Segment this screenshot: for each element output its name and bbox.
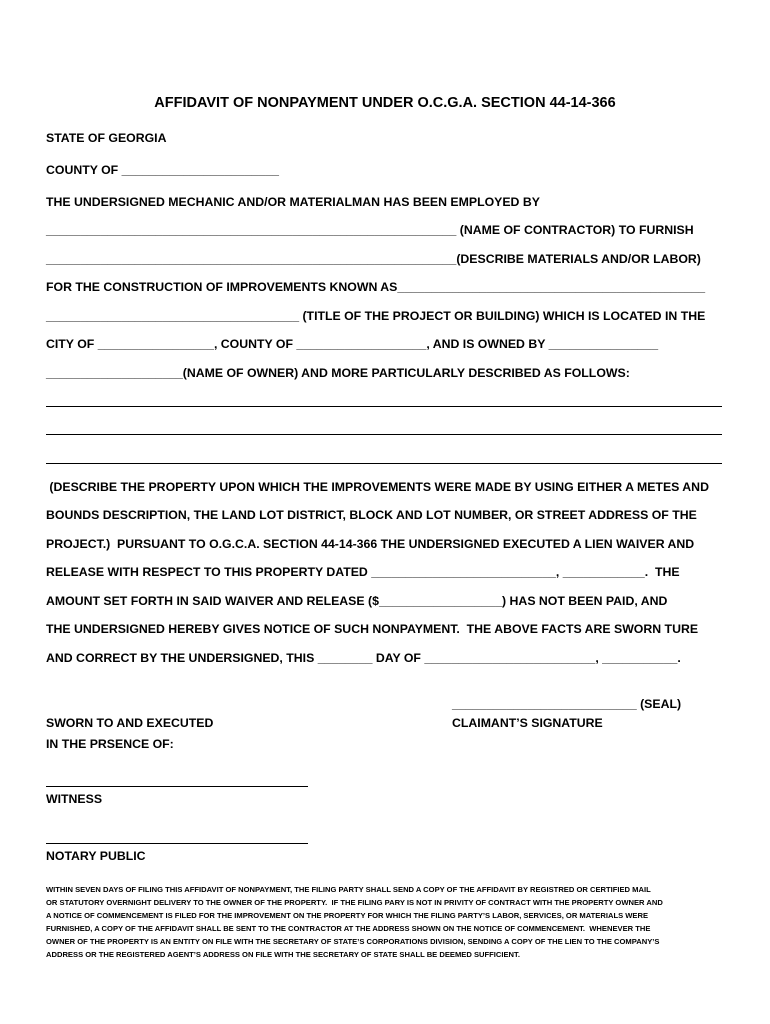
description-blank-2: [46, 434, 722, 435]
describe-line-6: THE UNDERSIGNED HEREBY GIVES NOTICE OF SUCH NONPAYMENT. THE ABOVE FACTS ARE SWORN TURE: [46, 622, 699, 636]
presence-label: IN THE PRSENCE OF:: [46, 737, 174, 751]
witness-label: WITNESS: [46, 792, 103, 806]
describe-line-2: BOUNDS DESCRIPTION, THE LAND LOT DISTRICT, BLOCK AND LOT NUMBER, OR STREET ADDRESS OF THE: [46, 508, 697, 522]
seal-signature-line: ___________________________ (SEAL): [452, 697, 682, 711]
sworn-label: SWORN TO AND EXECUTED: [46, 716, 214, 730]
employed-line: THE UNDERSIGNED MECHANIC AND/OR MATERIALMAN HAS BEEN EMPLOYED BY: [46, 195, 540, 209]
describe-line-5: AMOUNT SET FORTH IN SAID WAIVER AND RELEASE ($__________________) HAS NOT BEEN PAID, AND: [46, 594, 668, 608]
document-title: AFFIDAVIT OF NONPAYMENT UNDER O.C.G.A. SECTION 44-14-366: [154, 95, 616, 111]
notary-label: NOTARY PUBLIC: [46, 849, 146, 863]
description-blank-3: [46, 463, 722, 464]
claimant-signature-label: CLAIMANT’S SIGNATURE: [452, 716, 603, 730]
describe-line-7: AND CORRECT BY THE UNDERSIGNED, THIS ________ DAY OF _________________________, ___________.: [46, 651, 681, 665]
contractor-line: ____________________________________________________________ (NAME OF CONTRACTOR) TO FURNISH: [46, 223, 694, 237]
notice-line-4: FURNISHED, A COPY OF THE AFFIDAVIT SHALL BE SENT TO THE CONTRACTOR AT THE ADDRESS SHOWN ON THE NOTICE OF COMMENCEMENT. WHENEVER THE: [46, 924, 651, 933]
notice-line-2: OR STATUTORY OVERNIGHT DELIVERY TO THE OWNER OF THE PROPERTY. IF THE FILING PARY IS NOT IN PRIVITY OF CONTRACT WITH THE PROPERTY OWNER AND: [46, 898, 663, 907]
construction-line: FOR THE CONSTRUCTION OF IMPROVEMENTS KNOWN AS_____________________________________________: [46, 280, 706, 294]
notice-line-1: WITHIN SEVEN DAYS OF FILING THIS AFFIDAVIT OF NONPAYMENT, THE FILING PARTY SHALL SEND A COPY OF THE AFFIDAVIT BY REGISTRED OR CERTIFIED MAIL: [46, 885, 651, 894]
notice-line-5: OWNER OF THE PROPERTY IS AN ENTITY ON FILE WITH THE SECRETARY OF STATE’S CORPORATIONS DIVISION, SENDING A COPY OF THE LIEN TO THE COMPANY’S: [46, 937, 660, 946]
materials-line: ____________________________________________________________(DESCRIBE MATERIALS AND/OR LABOR): [46, 252, 701, 266]
describe-line-4: RELEASE WITH RESPECT TO THIS PROPERTY DATED ___________________________, ____________. THE: [46, 565, 680, 579]
owner-line: ____________________(NAME OF OWNER) AND MORE PARTICULARLY DESCRIBED AS FOLLOWS:: [46, 366, 630, 380]
notary-signature-line: [46, 843, 308, 844]
county-line: COUNTY OF _______________________: [46, 163, 279, 177]
project-line: _____________________________________ (TITLE OF THE PROJECT OR BUILDING) WHICH IS LOCATED IN THE: [46, 309, 706, 323]
witness-signature-line: [46, 786, 308, 787]
describe-line-1: (DESCRIBE THE PROPERTY UPON WHICH THE IMPROVEMENTS WERE MADE BY USING EITHER A METES AND: [46, 480, 709, 494]
description-blank-1: [46, 406, 722, 407]
notice-line-3: A NOTICE OF COMMENCEMENT IS FILED FOR THE IMPROVEMENT ON THE PROPERTY FOR WHICH THE FILING PARTY’S LABOR, SERVICES, OR MATERIALS WERE: [46, 911, 649, 920]
city-line: CITY OF _________________, COUNTY OF ___________________, AND IS OWNED BY ________________: [46, 337, 659, 351]
describe-line-3: PROJECT.) PURSUANT TO O.G.C.A. SECTION 44-14-366 THE UNDERSIGNED EXECUTED A LIEN WAIVER AND: [46, 537, 695, 551]
state-line: STATE OF GEORGIA: [46, 131, 167, 145]
notice-line-6: ADDRESS OR THE REGISTERED AGENT’S ADDRESS ON FILE WITH THE SECRETARY OF STATE SHALL BE DEEMED SUFFICIENT.: [46, 950, 520, 959]
